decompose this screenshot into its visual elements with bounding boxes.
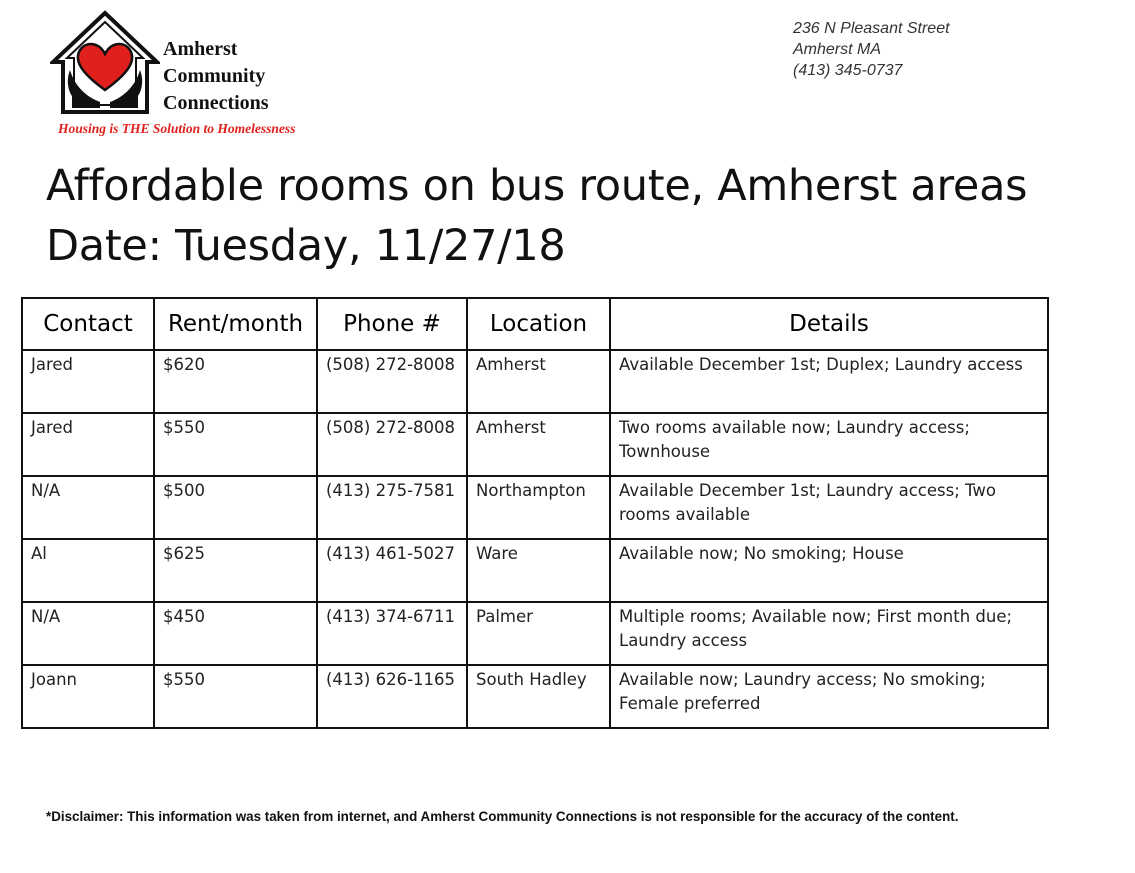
organization-logo [50,10,350,138]
cell-contact: Al [22,539,154,602]
table-row [22,350,1048,413]
organization-name-line: Amherst [163,38,238,60]
table-row [22,413,1048,476]
column-header-rent: Rent/month [154,298,317,350]
cell-location: South Hadley [467,665,610,728]
cell-rent: $550 [154,665,317,728]
cell-location: Northampton [467,476,610,539]
column-header-details: Details [610,298,1048,350]
cell-contact: Joann [22,665,154,728]
cell-rent: $500 [154,476,317,539]
address-street: 236 N Pleasant Street [793,20,950,37]
address-phone: (413) 345-0737 [793,62,903,79]
column-header-contact: Contact [22,298,154,350]
cell-phone: (413) 626-1165 [317,665,467,728]
table-row [22,602,1048,665]
cell-phone: (413) 275-7581 [317,476,467,539]
address-city: Amherst MA [793,41,882,58]
page-title [46,156,1027,276]
organization-name-line: Community [163,65,266,87]
column-header-location: Location [467,298,610,350]
cell-contact: N/A [22,602,154,665]
cell-contact: Jared [22,413,154,476]
cell-rent: $625 [154,539,317,602]
table-row [22,539,1048,602]
table-row [22,665,1048,728]
organization-name-line: Connections [163,92,269,114]
title-date: Date: Tuesday, 11/27/18 [46,221,566,271]
cell-contact: Jared [22,350,154,413]
table-row [22,476,1048,539]
disclaimer-text: *Disclaimer: This information was taken from internet, and Amherst Community Connections is not responsible for the accuracy of the content. [46,809,959,824]
cell-location: Ware [467,539,610,602]
organization-tagline: Housing is THE Solution to Homelessness [58,121,296,136]
cell-rent: $450 [154,602,317,665]
table-header-row [22,298,1048,350]
cell-location: Amherst [467,350,610,413]
cell-rent: $620 [154,350,317,413]
organization-name [163,36,269,117]
column-header-phone: Phone # [317,298,467,350]
cell-details: Two rooms available now; Laundry access; Townhouse [610,413,1048,476]
cell-details: Available now; No smoking; House [610,539,1048,602]
cell-location: Amherst [467,413,610,476]
house-heart-hands-icon [50,10,160,118]
cell-details: Available now; Laundry access; No smoking; Female preferred [610,665,1048,728]
cell-location: Palmer [467,602,610,665]
cell-phone: (508) 272-8008 [317,350,467,413]
title-heading: Affordable rooms on bus route, Amherst areas [46,161,1028,211]
cell-details: Available December 1st; Duplex; Laundry access [610,350,1048,413]
cell-phone: (413) 461-5027 [317,539,467,602]
cell-contact: N/A [22,476,154,539]
cell-phone: (413) 374-6711 [317,602,467,665]
organization-address [793,18,950,81]
cell-details: Multiple rooms; Available now; First month due; Laundry access [610,602,1048,665]
cell-details: Available December 1st; Laundry access; Two rooms available [610,476,1048,539]
cell-phone: (508) 272-8008 [317,413,467,476]
listings-table [21,297,1049,729]
cell-rent: $550 [154,413,317,476]
